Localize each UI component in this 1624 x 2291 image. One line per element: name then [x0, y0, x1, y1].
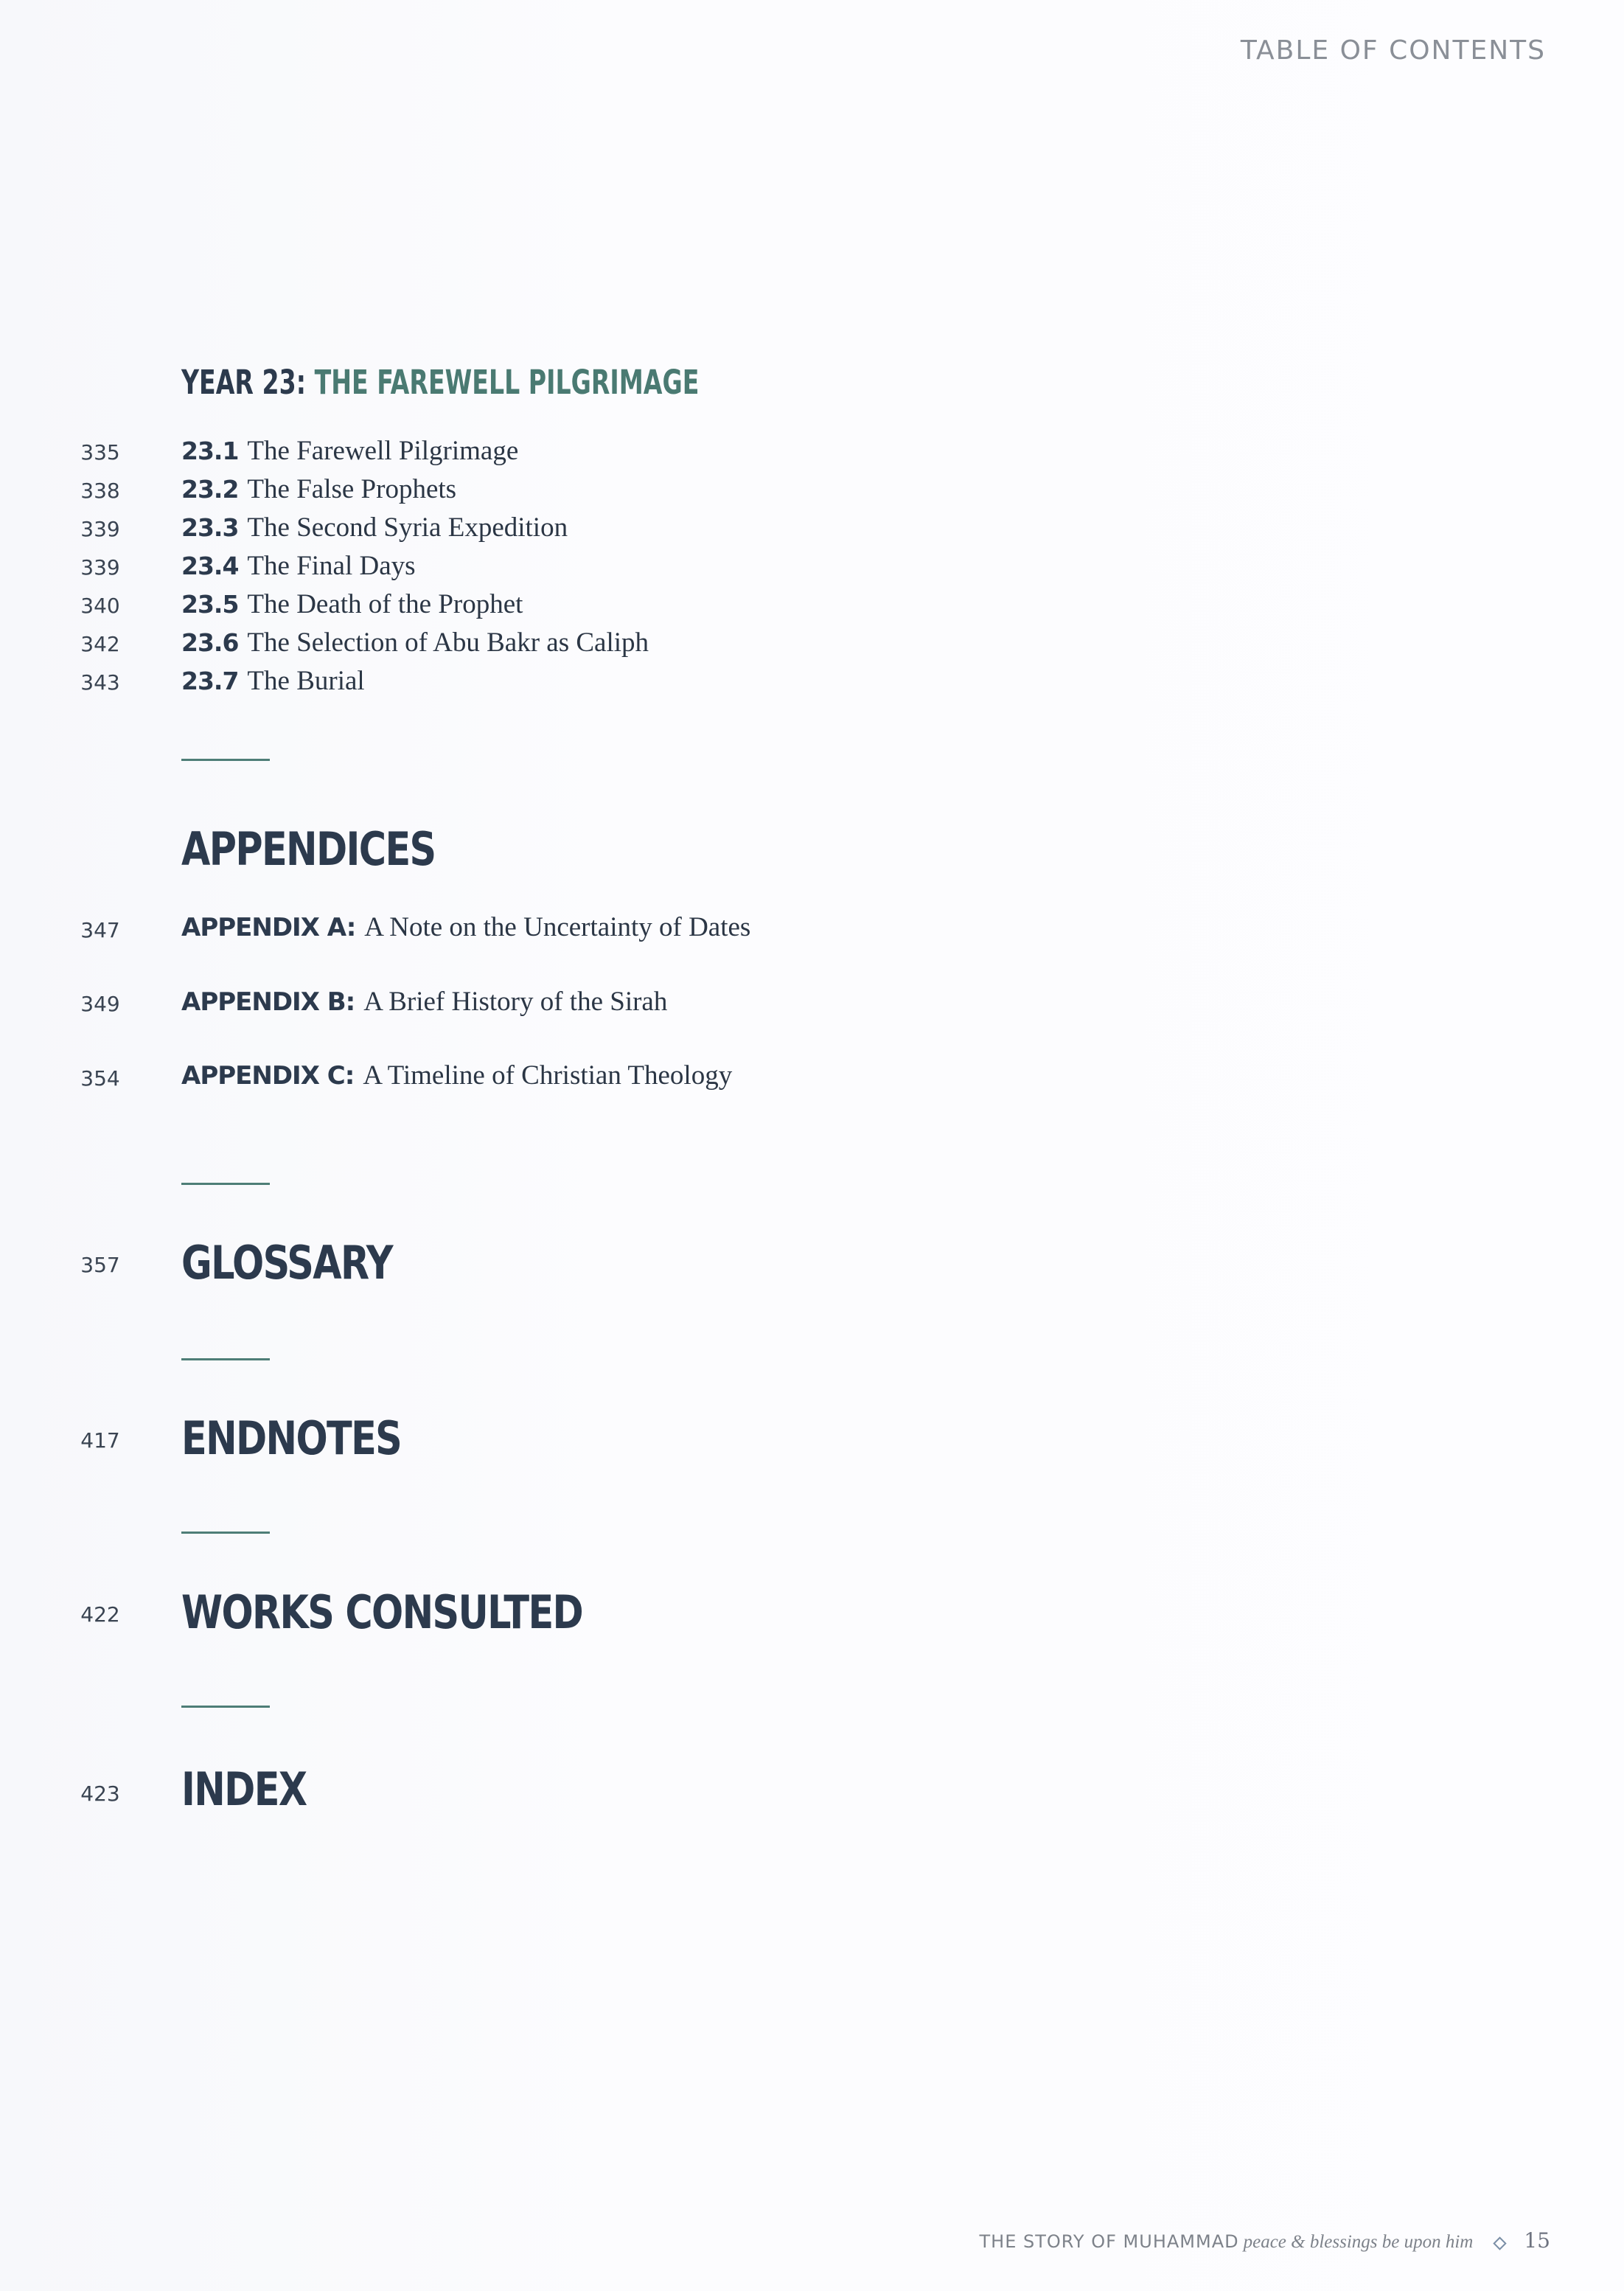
- appendix-title: A Brief History of the Sirah: [363, 987, 668, 1017]
- glossary-heading[interactable]: GLOSSARY: [181, 1236, 392, 1290]
- toc-entry[interactable]: [181, 550, 416, 582]
- toc-entry[interactable]: [181, 512, 568, 543]
- entry-number: 23.7: [181, 667, 239, 695]
- running-header: TABLE OF CONTENTS: [1240, 35, 1546, 66]
- entry-title: The Burial: [247, 666, 365, 696]
- appendix-entry[interactable]: [181, 1060, 732, 1091]
- entry-page-number: 339: [80, 517, 120, 541]
- appendix-label: APPENDIX B:: [181, 987, 355, 1017]
- entry-number: 23.5: [181, 590, 239, 619]
- appendices-heading: APPENDICES: [181, 822, 436, 876]
- entry-page-number: 335: [80, 440, 120, 465]
- appendix-entry[interactable]: [181, 911, 750, 943]
- year23-heading-title: THE FAREWELL PILGRIMAGE: [314, 363, 700, 402]
- works-consulted-page-number: 422: [80, 1602, 120, 1627]
- entry-number: 23.2: [181, 475, 239, 504]
- endnotes-page-number: 417: [80, 1428, 120, 1453]
- footer-book-title: THE STORY OF MUHAMMAD: [979, 2231, 1239, 2252]
- index-heading[interactable]: INDEX: [181, 1762, 307, 1816]
- endnotes-heading[interactable]: ENDNOTES: [181, 1411, 402, 1465]
- toc-entry[interactable]: [181, 473, 456, 505]
- appendix-title: A Note on the Uncertainty of Dates: [364, 912, 751, 942]
- entry-title: The Death of the Prophet: [247, 589, 523, 619]
- section-divider: [181, 1532, 270, 1534]
- index-page-number: 423: [80, 1781, 120, 1806]
- entry-title: The Selection of Abu Bakr as Caliph: [247, 627, 649, 658]
- footer-page-number: 15: [1524, 2228, 1550, 2253]
- entry-page-number: 340: [80, 594, 120, 618]
- entry-page-number: 339: [80, 555, 120, 580]
- glossary-page-number: 357: [80, 1253, 120, 1277]
- appendix-label: APPENDIX C:: [181, 1061, 355, 1091]
- toc-entry[interactable]: [181, 588, 523, 620]
- section-divider: [181, 1183, 270, 1185]
- appendix-page-number: 347: [80, 918, 120, 942]
- entry-number: 23.3: [181, 513, 239, 542]
- entry-page-number: 342: [80, 632, 120, 656]
- entry-title: The Farewell Pilgrimage: [247, 436, 519, 466]
- entry-number: 23.1: [181, 437, 239, 465]
- appendix-page-number: 349: [80, 992, 120, 1016]
- year23-heading: [181, 363, 699, 402]
- entry-page-number: 343: [80, 670, 120, 695]
- section-divider: [181, 1358, 270, 1360]
- toc-entry[interactable]: [181, 665, 365, 697]
- entry-number: 23.4: [181, 552, 239, 580]
- entry-page-number: 338: [80, 479, 120, 503]
- footer-honorific: peace & blessings be upon him: [1243, 2232, 1474, 2252]
- toc-entry[interactable]: [181, 627, 649, 658]
- page-footer: [980, 2228, 1551, 2253]
- entry-title: The Final Days: [247, 551, 416, 581]
- appendix-entry[interactable]: [181, 986, 667, 1018]
- appendix-title: A Timeline of Christian Theology: [363, 1060, 733, 1091]
- entry-title: The False Prophets: [247, 474, 457, 504]
- entry-title: The Second Syria Expedition: [247, 512, 568, 543]
- appendix-label: APPENDIX A:: [181, 913, 356, 942]
- toc-entry[interactable]: [181, 435, 518, 467]
- section-divider: [181, 1706, 270, 1708]
- year23-heading-prefix: YEAR 23:: [181, 363, 307, 402]
- appendix-page-number: 354: [80, 1066, 120, 1091]
- diamond-icon: [1494, 2236, 1507, 2250]
- entry-number: 23.6: [181, 628, 239, 657]
- section-divider: [181, 759, 270, 761]
- works-consulted-heading[interactable]: WORKS CONSULTED: [181, 1585, 583, 1639]
